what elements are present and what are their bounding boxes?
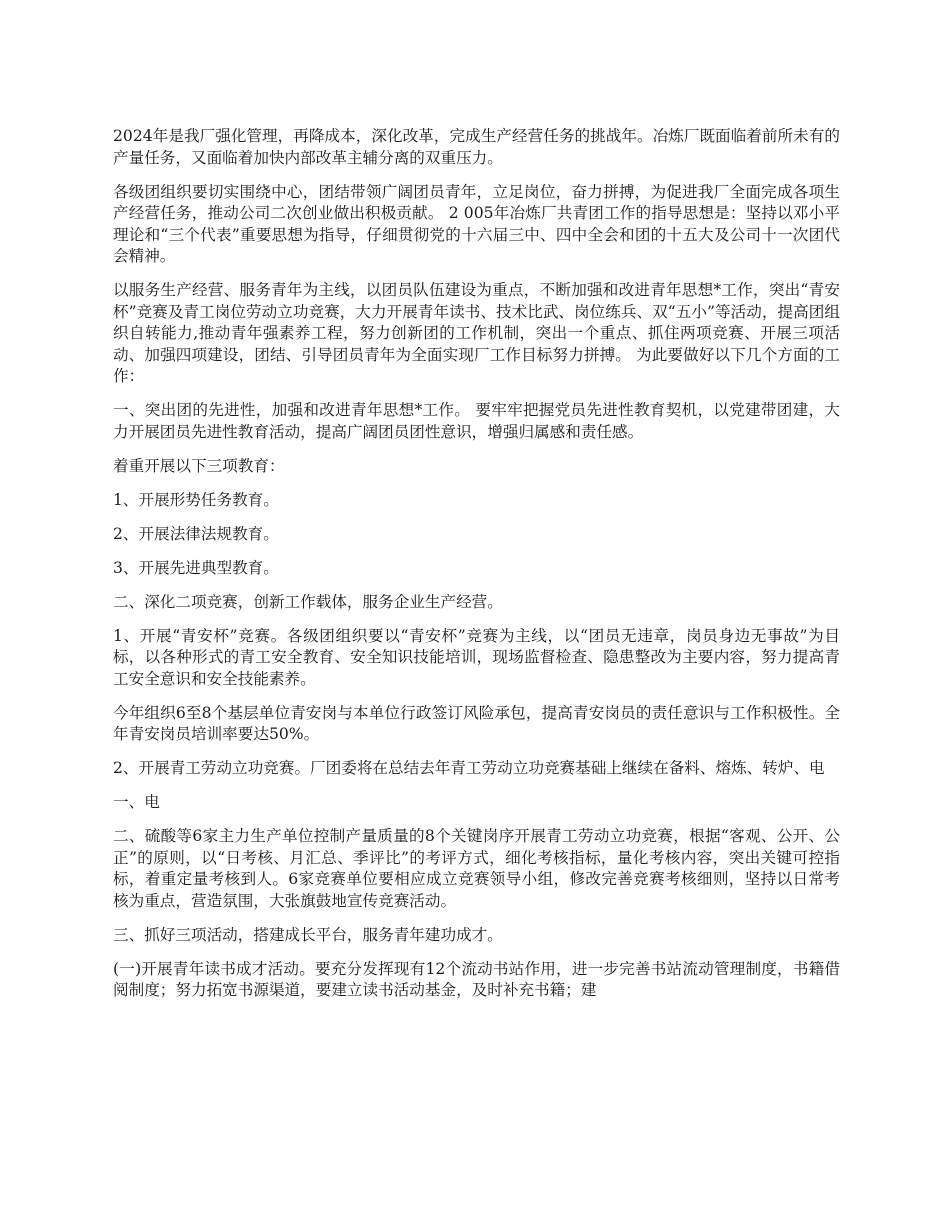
paragraph-1: 2024年是我厂强化管理，再降成本，深化改革，完成生产经营任务的挑战年。冶炼厂既面临着前所未有的产量任务，又面临着加快内部改革主辅分离的双重压力。 [113, 127, 840, 167]
paragraph-5: 着重开展以下三项教育： [113, 456, 285, 475]
document-body [113, 126, 840, 1014]
paragraph-8: 3、开展先进典型教育。 [113, 558, 279, 577]
paragraph-11: 今年组织6至8个基层单位青安岗与本单位行政签订风险承包，提高青安岗员的责任意识与工作积极性。全年青安岗员培训率要达50%。 [113, 703, 840, 743]
paragraph-6: 1、开展形势任务教育。 [113, 490, 279, 509]
paragraph-4: 一、突出团的先进性，加强和改进青年思想*工作。 要牢牢把握党员先进性教育契机，以党建带团建，大力开展团员先进性教育活动，提高广阔团员团性意识，增强归属感和责任感。 [113, 401, 840, 441]
paragraph-7: 2、开展法律法规教育。 [113, 524, 279, 543]
paragraph-3: 以服务生产经营、服务青年为主线，以团员队伍建设为重点，不断加强和改进青年思想*工作，突出“青安杯”竞赛及青工岗位劳动立功竞赛，大力开展青年读书、技术比武、岗位练兵、双“五小”等活动，提高团组织自转能力,推动青年强素养工程，努力创新团的工作机制，突出一个重点、抓住两项竞赛、开展三项活动、加强四项建设，团结、引导团员青年为全面实现厂工作目标努力拼搏。 为此要做好以下几个方面的工作： [113, 281, 840, 385]
paragraph-14: 二、硫酸等6家主力生产单位控制产量质量的8个关键岗序开展青工劳动立功竞赛，根据“客观、公开、公正”的原则，以“日考核、月汇总、季评比”的考评方式，细化考核指标，量化考核内容，突出关键可控指标，着重定量考核到人。6家竞赛单位要相应成立竞赛领导小组，修改完善竞赛考核细则，坚持以日常考核为重点，营造氛围，大张旗鼓地宣传竞赛活动。 [113, 827, 840, 910]
paragraph-2: 各级团组织要切实围绕中心，团结带领广阔团员青年，立足岗位，奋力拼搏，为促进我厂全面完成各项生产经营任务，推动公司二次创业做出积极贡献。 2 005年冶炼厂共青团工作的指导思想是：坚持以邓小平理论和“三个代表”重要思想为指导，仔细贯彻党的十六届三中、四中全会和团的十五大及公司十一次团代会精神。 [113, 182, 840, 265]
paragraph-15: 三、抓好三项活动，搭建成长平台，服务青年建功成才。 [113, 925, 503, 944]
paragraph-9: 二、深化二项竞赛，创新工作载体，服务企业生产经营。 [113, 592, 503, 611]
paragraph-10: 1、开展“青安杯”竞赛。各级团组织要以“青安杯”竞赛为主线，以“团员无违章，岗员身边无事故”为目标，以各种形式的青工安全教育、安全知识技能培训，现场监督检查、隐患整改为主要内容，努力提高青工安全意识和安全技能素养。 [113, 626, 840, 688]
paragraph-12: 2、开展青工劳动立功竞赛。厂团委将在总结去年青工劳动立功竞赛基础上继续在备料、熔炼、转炉、电 [113, 759, 825, 777]
paragraph-13: 一、电 [113, 793, 160, 811]
paragraph-16: (一)开展青年读书成才活动。要充分发挥现有12个流动书站作用，进一步完善书站流动管理制度，书籍借阅制度；努力拓宽书源渠道，要建立读书活动基金，及时补充书籍；建 [113, 959, 840, 999]
